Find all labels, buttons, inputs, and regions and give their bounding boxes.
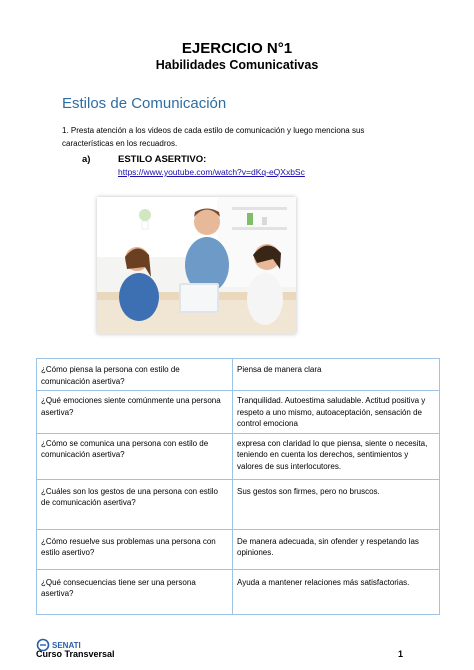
section-heading: Estilos de Comunicación — [62, 95, 227, 112]
footer-course: Curso Transversal — [36, 649, 115, 659]
question-cell: ¿Cómo se comunica una persona con estilo de comunicación asertiva? — [37, 433, 233, 479]
table-row — [37, 391, 440, 434]
table-row — [37, 433, 440, 479]
video-link[interactable]: https://www.youtube.com/watch?v=dKq-eQXxbSc — [118, 167, 305, 177]
family-photo — [97, 197, 296, 334]
page-number: 1 — [398, 649, 404, 659]
question-cell: ¿Qué consecuencias tiene ser una persona asertiva? — [37, 569, 233, 614]
table-row — [37, 569, 440, 614]
table-row — [37, 359, 440, 391]
answer-cell[interactable]: De manera adecuada, sin ofender y respetando las opiniones. — [233, 529, 440, 569]
logo-text: SENATI — [52, 641, 81, 650]
answer-cell[interactable]: Piensa de manera clara — [233, 359, 440, 391]
answer-cell[interactable]: Sus gestos son firmes, pero no bruscos. — [233, 479, 440, 529]
question-cell: ¿Cómo piensa la persona con estilo de comunicación asertiva? — [37, 359, 233, 391]
item-label: a) — [82, 154, 91, 165]
table-row — [37, 529, 440, 569]
item-title: ESTILO ASERTIVO: — [118, 154, 207, 165]
question-cell: ¿Cómo resuelve sus problemas una persona con estilo asertivo? — [37, 529, 233, 569]
question-cell: ¿Qué emociones siente comúnmente una persona asertiva? — [37, 391, 233, 434]
qa-table — [36, 358, 440, 615]
instruction-text: 1. Presta atención a los videos de cada estilo de comunicación y luego menciona sus características en los recuadros. — [62, 126, 365, 148]
answer-cell[interactable]: Ayuda a mantener relaciones más satisfactorias. — [233, 569, 440, 614]
question-cell: ¿Cuáles son los gestos de una persona con estilo de comunicación asertiva? — [37, 479, 233, 529]
document-subtitle: Habilidades Comunicativas — [155, 58, 319, 72]
answer-cell[interactable]: expresa con claridad lo que piensa, siente o necesita, teniendo en cuenta los derechos, sentimientos y valores de sus interlocutores. — [233, 433, 440, 479]
table-row — [37, 479, 440, 529]
answer-cell[interactable]: Tranquilidad. Autoestima saludable. Actitud positiva y respeto a uno mismo, autoaceptación, sensación de control emociona — [233, 391, 440, 434]
document-title: EJERCICIO N°1 — [181, 40, 293, 57]
